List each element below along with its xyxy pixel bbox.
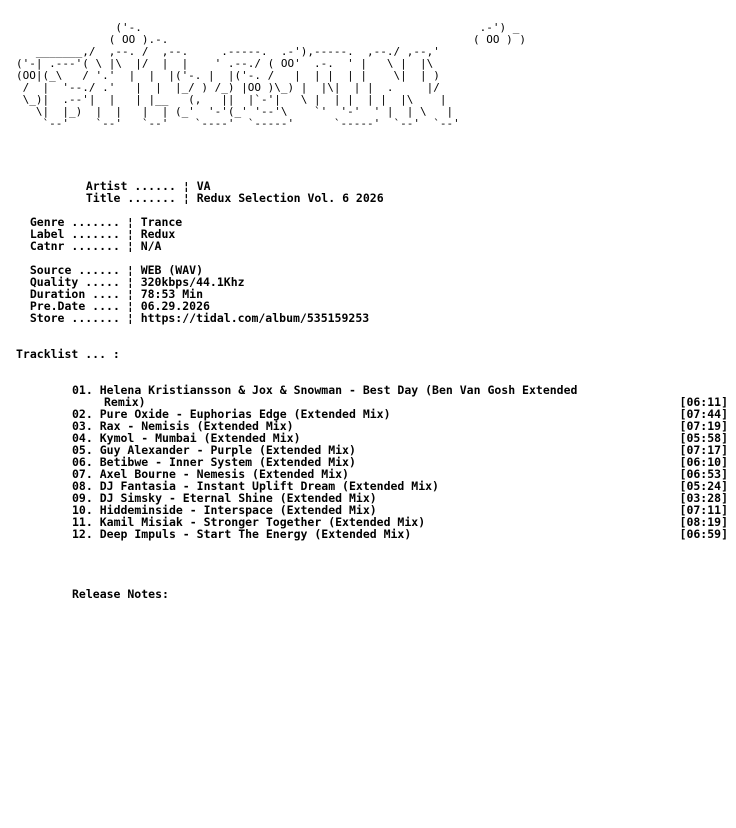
track-title: Axel Bourne - Nemesis (Extended Mix) bbox=[99, 467, 349, 481]
track-number: 09. bbox=[72, 491, 93, 505]
track-title: Betibwe - Inner System (Extended Mix) bbox=[99, 455, 356, 469]
separator: ¦ bbox=[126, 299, 134, 313]
track-duration: [03:28] bbox=[679, 491, 728, 505]
track-title: Kymol - Mumbai (Extended Mix) bbox=[99, 431, 301, 445]
track-number: 12. bbox=[72, 527, 93, 541]
track-number: 02. bbox=[72, 407, 93, 421]
track-title: DJ Simsky - Eternal Shine (Extended Mix) bbox=[99, 491, 377, 505]
genre-value: Trance bbox=[140, 215, 183, 229]
title-key: Title ....... bbox=[85, 191, 176, 205]
ascii-logo: ('-. .-') _ ( OO ).-. ( OO ) ) _______,/ ,--. / ,--. .-----. .-'),-----. ,--./ ,--,' ('-| .---'( \ |\ |/ | | ' .--./ ( OO' .-. ' | \ | |\ (OO|(_\ / '.' | | |('-. | |('-. / | | | | | \| | ) / | '--./ .' | | |_/ ) /_) |OO )\_) | |\| | | . |/ \_)| .--'| | | |__ (, || |`-'| \ | | | | | |\ | \| |_) | | | | (_' '-'(_' '--'\ `' '-' ' | | \ | `--' `--' `--' `----' `-----' `-----' `--' `--' bbox=[16, 21, 526, 130]
tracklist-heading: Tracklist ... : bbox=[16, 347, 120, 361]
track-duration: [06:11] bbox=[679, 395, 728, 409]
track-number: 01. bbox=[72, 383, 93, 397]
release-notes-heading: Release Notes: bbox=[72, 587, 169, 601]
separator: ¦ bbox=[182, 191, 190, 205]
track-title: Hiddeminside - Interspace (Extended Mix) bbox=[99, 503, 377, 517]
separator: ¦ bbox=[126, 263, 134, 277]
separator: ¦ bbox=[126, 287, 134, 301]
label-value: Redux bbox=[140, 227, 176, 241]
track-title: Pure Oxide - Euphorias Edge (Extended Mix) bbox=[99, 407, 391, 421]
track-number: 07. bbox=[72, 467, 93, 481]
artist-value: VA bbox=[196, 179, 211, 193]
track-title: Rax - Nemisis (Extended Mix) bbox=[99, 419, 294, 433]
predate-key: Pre.Date .... bbox=[29, 299, 120, 313]
genre-key: Genre ....... bbox=[29, 215, 120, 229]
title-value: Redux Selection Vol. 6 2026 bbox=[196, 191, 384, 205]
track-title: DJ Fantasia - Instant Uplift Dream (Extended Mix) bbox=[99, 479, 439, 493]
track-number: 04. bbox=[72, 431, 93, 445]
track-duration: [06:10] bbox=[679, 455, 728, 469]
track-title: Helena Kristiansson & Jox & Snowman - Best Day (Ben Van Gosh Extended bbox=[99, 383, 578, 397]
track-duration: [07:17] bbox=[679, 443, 728, 457]
separator: ¦ bbox=[126, 275, 134, 289]
predate-value: 06.29.2026 bbox=[140, 299, 210, 313]
track-duration: [05:58] bbox=[679, 431, 728, 445]
track-duration: [06:53] bbox=[679, 467, 728, 481]
quality-value: 320kbps/44.1Khz bbox=[140, 275, 245, 289]
store-key: Store ....... bbox=[29, 311, 120, 325]
track-duration: [05:24] bbox=[679, 479, 728, 493]
track-number: 11. bbox=[72, 515, 93, 529]
track-number: 05. bbox=[72, 443, 93, 457]
catnr-value: N/A bbox=[140, 239, 162, 253]
source-key: Source ...... bbox=[29, 263, 120, 277]
title-row bbox=[72, 180, 384, 204]
track-duration: [07:19] bbox=[679, 419, 728, 433]
track-row bbox=[72, 528, 411, 540]
catnr-key: Catnr ....... bbox=[29, 239, 120, 253]
track-number: 06. bbox=[72, 455, 93, 469]
track-duration: [07:11] bbox=[679, 503, 728, 517]
source-value: WEB (WAV) bbox=[140, 263, 203, 277]
quality-key: Quality ..... bbox=[29, 275, 120, 289]
catnr-row bbox=[16, 228, 161, 252]
track-duration: [08:19] bbox=[679, 515, 728, 529]
track-number: 10. bbox=[72, 503, 93, 517]
track-duration: [06:59] bbox=[679, 527, 728, 541]
separator: ¦ bbox=[126, 239, 134, 253]
label-key: Label ....... bbox=[29, 227, 120, 241]
track-title: Guy Alexander - Purple (Extended Mix) bbox=[99, 443, 356, 457]
duration-key: Duration .... bbox=[29, 287, 120, 301]
track-row bbox=[72, 384, 577, 396]
track-number: 03. bbox=[72, 419, 93, 433]
track-title: Deep Impuls - Start The Energy (Extended Mix) bbox=[99, 527, 412, 541]
artist-key: Artist ...... bbox=[85, 179, 176, 193]
store-link[interactable]: https://tidal.com/album/535159253 bbox=[140, 311, 370, 325]
separator: ¦ bbox=[126, 215, 134, 229]
track-duration: [07:44] bbox=[679, 407, 728, 421]
duration-value: 78:53 Min bbox=[140, 287, 203, 301]
track-title-continuation: Remix) bbox=[104, 395, 146, 409]
store-row bbox=[16, 300, 369, 324]
separator: ¦ bbox=[126, 227, 134, 241]
track-title: Kamil Misiak - Stronger Together (Extended Mix) bbox=[99, 515, 426, 529]
separator: ¦ bbox=[126, 311, 134, 325]
separator: ¦ bbox=[182, 179, 190, 193]
track-number: 08. bbox=[72, 479, 93, 493]
